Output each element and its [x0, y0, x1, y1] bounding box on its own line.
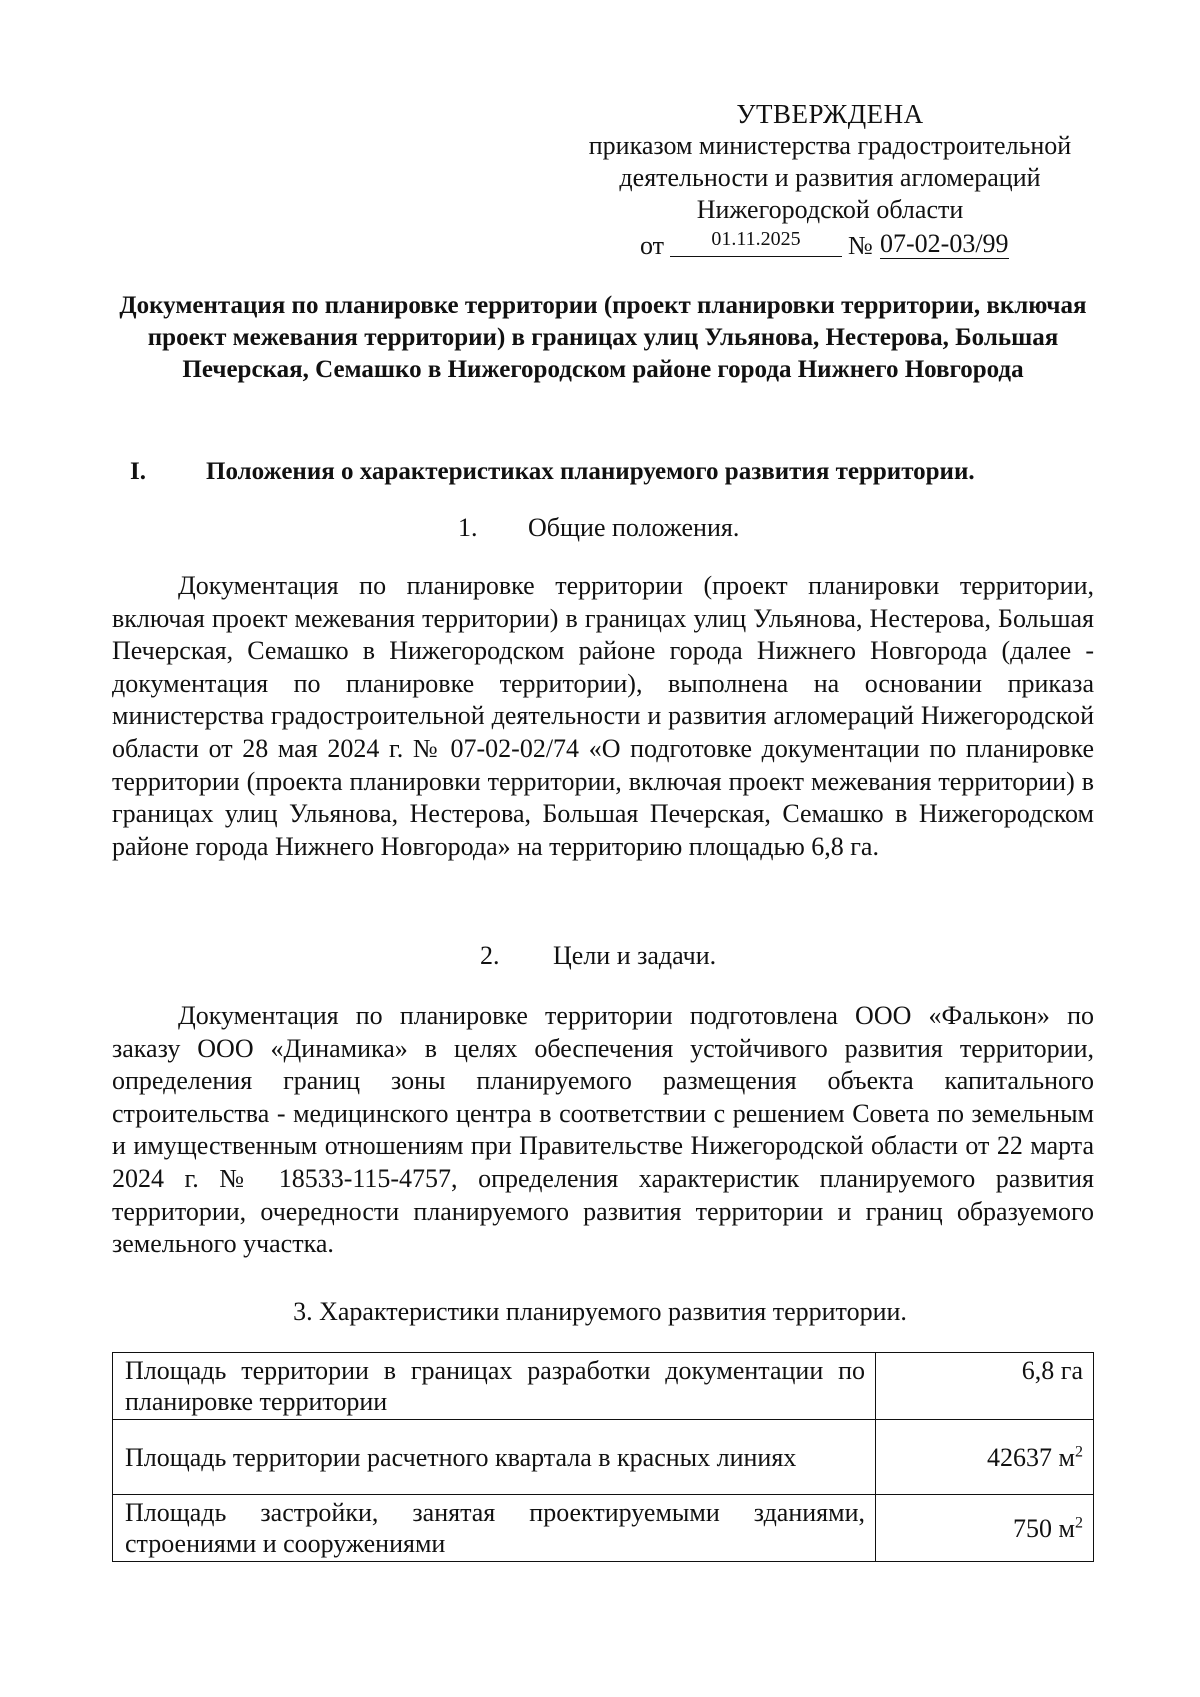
- paragraph-goals: Документация по планировке территории подготовлена ООО «Фалькон» по заказу ООО «Динамика» в целях обеспечения устойчивого развития территории, определения границ зоны планируемого размещения объекта капитального строительства - медицинского центра в соответствии с решением Совета по земельным и имущественным отношениям при Правительстве Нижегородской области от 22 марта 2024 г. № 18533-115-4757, определения характеристик планируемого развития территории, очередности планируемого развития территории и границ образуемого земельного участка.: [112, 1001, 1094, 1259]
- table-cell-name: Площадь территории в границах разработки документации по планировке территории: [113, 1353, 876, 1420]
- subheading-2-number: 2.: [480, 941, 500, 970]
- approved-word: УТВЕРЖДЕНА: [736, 99, 924, 129]
- table-cell-value: [876, 1495, 1094, 1562]
- approval-line-3: Нижегородской области: [696, 195, 964, 224]
- subheading-characteristics: 3. Характеристики планируемого развития территории.: [293, 1297, 907, 1326]
- table-row: [113, 1353, 1094, 1420]
- table-cell-name: Площадь территории расчетного квартала в красных линиях: [113, 1420, 876, 1495]
- section-number: I.: [130, 458, 146, 485]
- table-cell-value: [876, 1420, 1094, 1495]
- order-from-label: от: [640, 231, 665, 260]
- order-line: [560, 226, 1100, 262]
- order-number: 07-02-03/99: [880, 229, 1009, 258]
- table-cell-value: [876, 1353, 1094, 1420]
- order-date: 01.11.2025: [670, 226, 842, 257]
- section-title: Положения о характеристиках планируемого развития территории.: [206, 458, 975, 485]
- value-text: 6,8 га: [1021, 1356, 1083, 1385]
- paragraph-general: Документация по планировке территории (проект планировки территории, включая проект межевания территории) в границах улиц Ульянова, Нестерова, Большая Печерская, Семашко в Нижегородском районе города Нижнего Новгорода (далее - документация по планировке территории), выполнена на основании приказа министерства градостроительной деятельности и развития агломераций Нижегородской области от 28 мая 2024 г. № 07-02-02/74 «О подготовке документации по планировке территории (проекта планировки территории, включая проект межевания территории) в границах улиц Ульянова, Нестерова, Большая Печерская, Семашко в Нижегородском районе города Нижнего Новгорода» на территорию площадью 6,8 га.: [112, 571, 1094, 861]
- subheading-goals: [0, 940, 1200, 972]
- value-text: 750 м: [1013, 1513, 1075, 1543]
- unit-superscript: 2: [1075, 1442, 1083, 1460]
- approval-block: [560, 98, 1100, 262]
- order-number-label: №: [848, 231, 873, 260]
- table-cell-name: Площадь застройки, занятая проектируемыми зданиями, строениями и сооружениями: [113, 1495, 876, 1562]
- document-title: Документация по планировке территории (проект планировки территории, включая проект межевания территории) в границах улиц Ульянова, Нестерова, Большая Печерская, Семашко в Нижегородском районе города Нижнего Новгорода: [119, 292, 1087, 383]
- subheading-1-number: 1.: [458, 513, 478, 542]
- table-row: [113, 1495, 1094, 1562]
- approval-line-1: приказом министерства градостроительной: [588, 131, 1072, 160]
- unit-superscript: 2: [1075, 1513, 1083, 1531]
- approval-line-2: деятельности и развития агломераций: [619, 163, 1041, 192]
- value-text: 42637 м: [987, 1442, 1075, 1472]
- characteristics-table: [112, 1352, 1094, 1562]
- subheading-2-title: Цели и задачи.: [553, 941, 717, 970]
- subheading-1-title: Общие положения.: [528, 513, 740, 542]
- table-row: [113, 1420, 1094, 1495]
- subheading-general: [0, 512, 1200, 544]
